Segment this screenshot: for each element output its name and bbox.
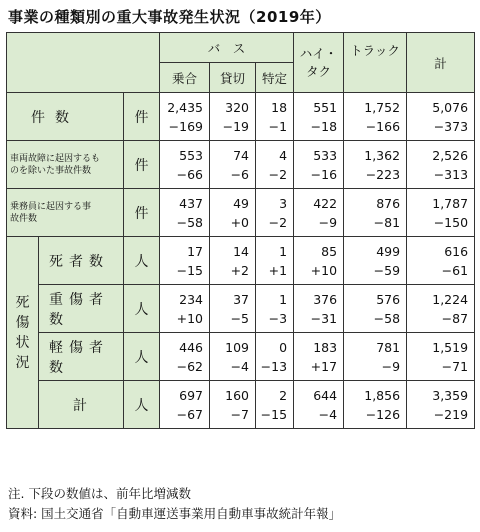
header-corner bbox=[7, 33, 160, 93]
cell-value: 0 bbox=[279, 340, 288, 355]
cell-change: −58 bbox=[373, 311, 401, 326]
footnotes bbox=[8, 484, 341, 524]
cell-value: 553 bbox=[179, 148, 204, 163]
cell-value: 2,526 bbox=[432, 148, 469, 163]
row-label bbox=[7, 189, 124, 237]
cell-value: 1 bbox=[279, 244, 288, 259]
row-label: 軽傷者数 bbox=[39, 333, 124, 381]
row-label-line1: 乗務員に起因する事 bbox=[10, 201, 92, 212]
cell-change: −62 bbox=[176, 359, 204, 374]
page-title: 事業の種類別の重大事故発生状況（2019年） bbox=[8, 8, 331, 26]
header-noriai: 乗合 bbox=[160, 63, 210, 93]
cell-change: +17 bbox=[310, 359, 338, 374]
cell-value: 183 bbox=[313, 340, 338, 355]
row-label: 死者数 bbox=[39, 237, 124, 285]
cell-change: −166 bbox=[365, 119, 401, 134]
row-unit: 人 bbox=[124, 285, 160, 333]
cell-change: −219 bbox=[433, 407, 469, 422]
cell-value: 422 bbox=[313, 196, 338, 211]
cell-value: 2 bbox=[279, 388, 288, 403]
cell-change: −66 bbox=[176, 167, 204, 182]
row-label bbox=[7, 141, 124, 189]
cell-change: −15 bbox=[260, 407, 288, 422]
cell-value: 437 bbox=[179, 196, 204, 211]
side-label-char: 況 bbox=[15, 354, 30, 371]
cell-value: 49 bbox=[233, 196, 250, 211]
cell-value: 4 bbox=[279, 148, 288, 163]
cell-change: −5 bbox=[230, 311, 250, 326]
cell-value: 1,362 bbox=[364, 148, 401, 163]
cell-change: −2 bbox=[268, 167, 288, 182]
cell-change: −81 bbox=[373, 215, 401, 230]
table-row bbox=[7, 237, 475, 285]
cell-value: 1,224 bbox=[432, 292, 469, 307]
cell-change: −373 bbox=[433, 119, 469, 134]
cell-value: 499 bbox=[376, 244, 401, 259]
table-row bbox=[7, 381, 475, 429]
row-unit: 人 bbox=[124, 333, 160, 381]
header-truck: トラック bbox=[344, 33, 407, 93]
cell-change: −59 bbox=[373, 263, 401, 278]
table-row bbox=[7, 285, 475, 333]
header-kashikiri: 貸切 bbox=[210, 63, 256, 93]
side-label-char: 状 bbox=[15, 334, 30, 351]
cell-change: +10 bbox=[310, 263, 338, 278]
cell-change: −58 bbox=[176, 215, 204, 230]
cell-value: 1,519 bbox=[432, 340, 469, 355]
row-label-line1: 車両故障に起因するも bbox=[10, 153, 101, 164]
table-row bbox=[7, 333, 475, 381]
cell-change: −6 bbox=[230, 167, 250, 182]
row-unit: 件 bbox=[124, 93, 160, 141]
cell-change: −18 bbox=[310, 119, 338, 134]
cell-value: 576 bbox=[376, 292, 401, 307]
row-label-line2: 故件数 bbox=[10, 213, 38, 224]
cell-change: −4 bbox=[230, 359, 250, 374]
side-label-char: 死 bbox=[15, 294, 30, 311]
table-row bbox=[7, 93, 475, 141]
cell-value: 1,752 bbox=[364, 100, 401, 115]
cell-value: 74 bbox=[233, 148, 250, 163]
cell-change: −15 bbox=[176, 263, 204, 278]
cell-value: 3,359 bbox=[432, 388, 469, 403]
header-tokutei: 特定 bbox=[256, 63, 294, 93]
cell-value: 446 bbox=[179, 340, 204, 355]
cell-change: −31 bbox=[310, 311, 338, 326]
row-label: 件数 bbox=[7, 93, 124, 141]
cell-change: −67 bbox=[176, 407, 204, 422]
cell-change: −126 bbox=[365, 407, 401, 422]
cell-value: 1,856 bbox=[364, 388, 401, 403]
cell-change: −1 bbox=[268, 119, 288, 134]
cell-change: −313 bbox=[433, 167, 469, 182]
row-unit: 人 bbox=[124, 237, 160, 285]
cell-change: +0 bbox=[230, 215, 250, 230]
cell-change: −150 bbox=[433, 215, 469, 230]
cell-value: 876 bbox=[376, 196, 401, 211]
row-unit: 人 bbox=[124, 381, 160, 429]
note-text: 注. 下段の数値は、前年比増減数 bbox=[8, 486, 191, 501]
cell-change: −169 bbox=[168, 119, 204, 134]
cell-value: 160 bbox=[225, 388, 250, 403]
cell-value: 5,076 bbox=[432, 100, 469, 115]
side-label-char: 傷 bbox=[15, 314, 30, 331]
cell-change: −61 bbox=[441, 263, 469, 278]
header-bus: バ ス bbox=[160, 33, 294, 63]
cell-value: 1,787 bbox=[432, 196, 469, 211]
source-text: 資料: 国土交通省「自動車運送事業用自動車事故統計年報」 bbox=[8, 506, 342, 521]
cell-change: −16 bbox=[310, 167, 338, 182]
cell-change: −7 bbox=[230, 407, 250, 422]
cell-value: 37 bbox=[233, 292, 250, 307]
cell-value: 376 bbox=[313, 292, 338, 307]
cell-value: 781 bbox=[376, 340, 401, 355]
cell-value: 533 bbox=[313, 148, 338, 163]
table-row bbox=[7, 189, 475, 237]
cell-value: 18 bbox=[271, 100, 288, 115]
cell-change: −223 bbox=[365, 167, 401, 182]
cell-value: 551 bbox=[313, 100, 338, 115]
cell-change: −4 bbox=[318, 407, 338, 422]
cell-change: −9 bbox=[318, 215, 338, 230]
table-row bbox=[7, 141, 475, 189]
header-hire-taxi-line1: ハイ・ bbox=[299, 45, 338, 61]
cell-value: 85 bbox=[321, 244, 338, 259]
cell-value: 320 bbox=[225, 100, 250, 115]
cell-change: +1 bbox=[268, 263, 288, 278]
row-label: 計 bbox=[39, 381, 124, 429]
cell-value: 1 bbox=[279, 292, 288, 307]
cell-value: 3 bbox=[279, 196, 288, 211]
cell-value: 616 bbox=[444, 244, 469, 259]
cell-value: 644 bbox=[313, 388, 338, 403]
header-hire-taxi-line2: タク bbox=[306, 63, 332, 79]
cell-value: 14 bbox=[233, 244, 250, 259]
header-hire-taxi bbox=[294, 33, 344, 93]
cell-change: −2 bbox=[268, 215, 288, 230]
row-unit: 件 bbox=[124, 189, 160, 237]
row-label-line2: のを除いた事故件数 bbox=[10, 165, 92, 176]
cell-change: −3 bbox=[268, 311, 288, 326]
cell-change: +2 bbox=[230, 263, 250, 278]
row-unit: 件 bbox=[124, 141, 160, 189]
cell-value: 17 bbox=[187, 244, 204, 259]
cell-change: −87 bbox=[441, 311, 469, 326]
cell-value: 2,435 bbox=[167, 100, 204, 115]
side-label-casualties bbox=[7, 237, 39, 429]
cell-change: −19 bbox=[222, 119, 250, 134]
accident-table bbox=[6, 32, 475, 429]
cell-value: 697 bbox=[179, 388, 204, 403]
cell-value: 109 bbox=[225, 340, 250, 355]
cell-change: −9 bbox=[381, 359, 401, 374]
cell-value: 234 bbox=[179, 292, 204, 307]
row-label: 重傷者数 bbox=[39, 285, 124, 333]
cell-change: +10 bbox=[176, 311, 204, 326]
header-total: 計 bbox=[407, 33, 475, 93]
cell-change: −13 bbox=[260, 359, 288, 374]
cell-change: −71 bbox=[441, 359, 469, 374]
